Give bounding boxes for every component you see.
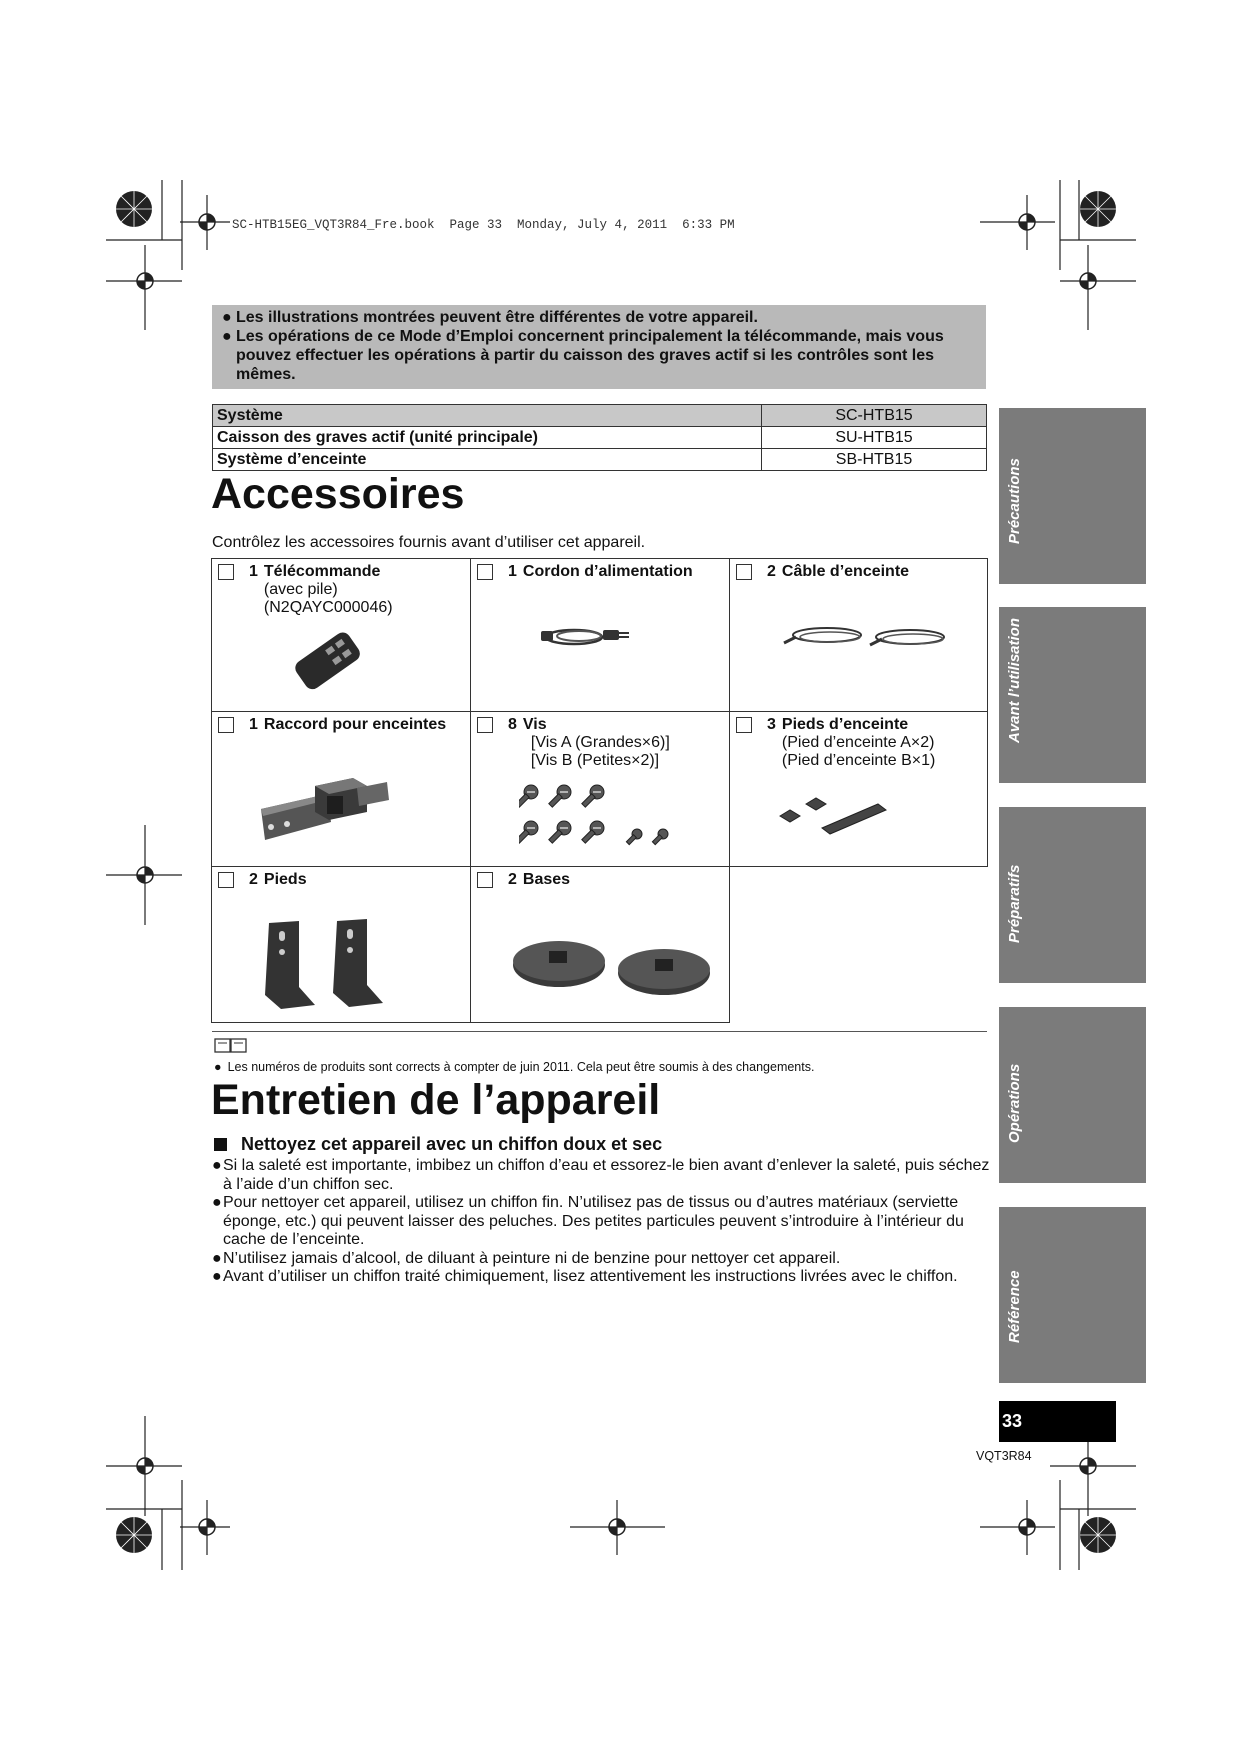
- accessories-grid: [211, 558, 987, 1022]
- note-item: ● Les illustrations montrées peuvent être différentes de votre appareil.: [222, 309, 758, 326]
- maintenance-list: [212, 1157, 992, 1287]
- important-notes-box: [212, 305, 986, 389]
- product-number-note: ● Les numéros de produits sont corrects à compter de juin 2011. Cela peut être soumis à des changements.: [214, 1060, 815, 1074]
- power-cord-icon: [539, 621, 639, 651]
- speaker-cable-icon: [782, 617, 962, 657]
- list-item: ● N’utilisez jamais d’alcool, de diluant à peinture ni de benzine pour nettoyer cet appareil.: [212, 1249, 841, 1267]
- stand-bracket-icon: [257, 917, 397, 1017]
- checkbox[interactable]: [477, 564, 493, 580]
- checkbox[interactable]: [218, 564, 234, 580]
- accessory-power-cord: 1 Cordon d’alimentation: [470, 558, 730, 712]
- stand-base-icon: [509, 925, 719, 1005]
- page-number: 33: [999, 1401, 1116, 1442]
- table-row: Système d’enceinte SB-HTB15: [213, 449, 987, 471]
- note-item: ● Les opérations de ce Mode d’Emploi concernent principalement la télécommande, mais vous pouvez effectuer les opérations à partir du caisson des graves actif si les contrôles sont les mêmes.: [222, 328, 944, 383]
- accessory-remote: 1 Télécommande (avec pile) (N2QAYC000046): [211, 558, 471, 712]
- checkbox[interactable]: [736, 564, 752, 580]
- remote-control-icon: [287, 625, 367, 695]
- accessories-intro: Contrôlez les accessoires fournis avant d’utiliser cet appareil.: [212, 534, 646, 551]
- checkbox[interactable]: [477, 717, 493, 733]
- list-item: ● Pour nettoyer cet appareil, utilisez un chiffon fin. N’utilisez pas de tissus ou d’autres matériaux (serviette éponge, etc.) qui peuvent laisser des peluches. Des petites particules peuvent s’introduire à l’intérieur du cache de l’enceinte.: [212, 1194, 964, 1248]
- accessory-bases: 2 Bases: [470, 866, 730, 1023]
- accessory-screws: 8 Vis [Vis A (Grandes×6)] [Vis B (Petites×2)]: [470, 711, 730, 867]
- accessories-heading: Accessoires: [211, 470, 465, 518]
- speaker-feet-icon: [778, 792, 898, 842]
- system-model-table: [212, 404, 987, 471]
- checkbox[interactable]: [218, 717, 234, 733]
- side-tab-avant-utilisation[interactable]: Avant l’utilisation: [999, 607, 1146, 783]
- document-code: VQT3R84: [976, 1449, 1032, 1463]
- side-tab-preparatifs[interactable]: Préparatifs: [999, 807, 1146, 983]
- empty-cell: [729, 866, 988, 1023]
- table-row: Système SC-HTB15: [213, 405, 987, 427]
- maintenance-subheading: Nettoyez cet appareil avec un chiffon doux et sec: [214, 1134, 662, 1155]
- accessory-stands: 2 Pieds: [211, 866, 471, 1023]
- note-book-icon: [214, 1038, 250, 1054]
- list-item: ● Avant d’utiliser un chiffon traité chimiquement, lisez attentivement les instructions livrées avec le chiffon.: [212, 1268, 958, 1285]
- maintenance-heading: Entretien de l’appareil: [211, 1076, 661, 1124]
- print-header: SC-HTB15EG_VQT3R84_Fre.book Page 33 Monday, July 4, 2011 6:33 PM: [232, 218, 735, 232]
- table-row: Caisson des graves actif (unité principale) SU-HTB15: [213, 427, 987, 449]
- checkbox[interactable]: [477, 872, 493, 888]
- list-item: ● Si la saleté est importante, imbibez un chiffon d’eau et essorez-le bien avant d’enlever la saleté, puis séchez à l’aide d’un chiffon sec.: [212, 1157, 990, 1193]
- accessory-speaker-joint: 1 Raccord pour enceintes: [211, 711, 471, 867]
- speaker-joint-icon: [257, 764, 397, 854]
- square-bullet-icon: [214, 1138, 227, 1151]
- accessory-speaker-cable: 2 Câble d’enceinte: [729, 558, 988, 712]
- side-tab-operations[interactable]: Opérations: [999, 1007, 1146, 1183]
- divider: [212, 1031, 987, 1032]
- screws-icon: [519, 782, 689, 862]
- accessory-speaker-feet: 3 Pieds d’enceinte (Pied d’enceinte A×2) (Pied d’enceinte B×1): [729, 711, 988, 867]
- checkbox[interactable]: [736, 717, 752, 733]
- side-tab-reference[interactable]: Référence: [999, 1207, 1146, 1383]
- side-tab-precautions[interactable]: Précautions: [999, 408, 1146, 584]
- checkbox[interactable]: [218, 872, 234, 888]
